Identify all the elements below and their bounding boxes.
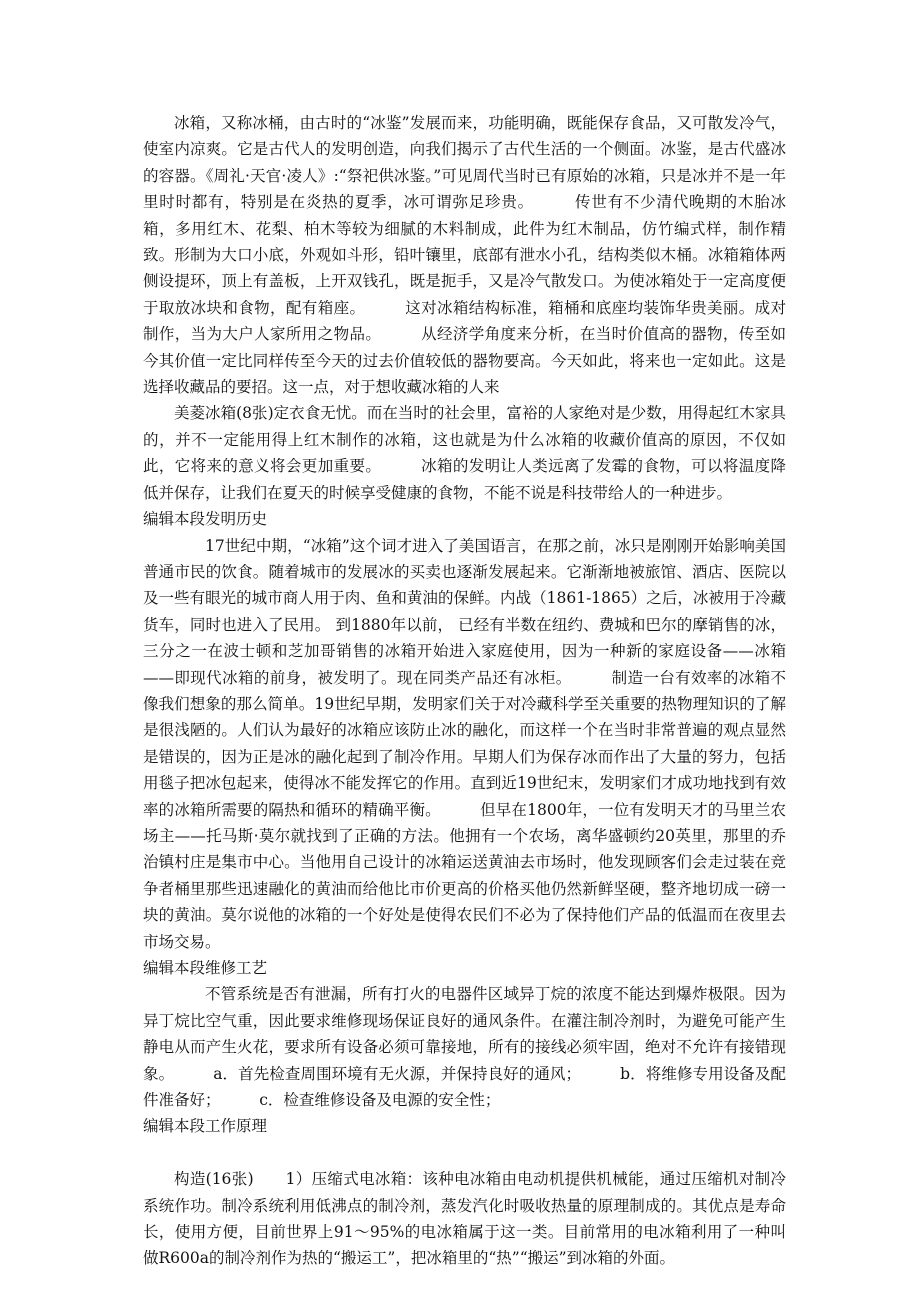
paragraph-history-intro: 冰箱，又称冰桶，由古时的“冰鉴”发展而来，功能明确，既能保存食品，又可散发冷气，使室内凉爽。它是古代人的发明创造，向我们揭示了古代生活的一个侧面。冰鉴，是古代盛冰的容器。《周礼·天官·凌人》:“祭祀供冰鉴。”可见周代当时已有原始的冰箱，只是冰并不是一年里时时都有，特别是在炎热的夏季，冰可谓弥足珍贵。 传世有不少清代晚期的木胎冰箱，多用红木、花梨、柏木等较为细腻的木料制成，此件为红木制品，仿竹编式样，制作精致。形制为大口小底，外观如斗形，铅叶镶里，底部有泄水小孔，结构类似木桶。冰箱箱体两侧设提环，顶上有盖板，上开双钱孔，既是扼手，又是冷气散发口。为使冰箱处于一定高度便于取放冰块和食物，配有箱座。 这对冰箱结构标准，箱桶和底座均装饰华贵美丽。成对制作，当为大户人家所用之物品。 从经济学角度来分析，在当时价值高的器物，传至如今其价值一定比同样传至今天的过去价值较低的器物要高。今天如此，将来也一定如此。这是选择收藏品的要招。这一点，对于想收藏冰箱的人来	[143, 114, 786, 397]
paragraph-invention-history: 17世纪中期，“冰箱”这个词才进入了美国语言，在那之前，冰只是刚刚开始影响美国普通市民的饮食。随着城市的发展冰的买卖也逐渐发展起来。它渐渐地被旅馆、酒店、医院以及一些有眼光的城市商人用于肉、鱼和黄油的保鲜。内战（1861-1865）之后，冰被用于冷藏货车，同时也进入了民用。 到1880年以前， 已经有半数在纽约、费城和巴尔的摩销售的冰， 三分之一在波士顿和芝加哥销售的冰箱开始进入家庭使用，因为一种新的家庭设备——冰箱——即现代冰箱的前身，被发明了。现在同类产品还有冰柜。 制造一台有效率的冰箱不像我们想象的那么简单。19世纪早期，发明家们关于对冷藏科学至关重要的热物理知识的了解是很浅陋的。人们认为最好的冰箱应该防止冰的融化，而这样一个在当时非常普遍的观点显然是错误的，因为正是冰的融化起到了制冷作用。早期人们为保存冰而作出了大量的努力，包括用毯子把冰包起来，使得冰不能发挥它的作用。直到近19世纪末，发明家们才成功地找到有效率的冰箱所需要的隔热和循环的精确平衡。 但早在1800年，一位有发明天才的马里兰农场主——托马斯·莫尔就找到了正确的方法。他拥有一个农场，离华盛顿约20英里，那里的乔治镇村庄是集市中心。当他用自己设计的冰箱运送黄油去市场时，他发现顾客们会走过装在竞争者桶里那些迅速融化的黄油而给他比市价更高的价格买他仍然新鲜坚硬，整齐地切成一磅一块的黄油。莫尔说他的冰箱的一个好处是使得农民们不必为了保持他们产品的低温而在夜里去市场交易。	[143, 536, 786, 951]
document-body	[143, 110, 786, 1272]
blank-line	[143, 1140, 786, 1166]
paragraph-meiling: 美菱冰箱(8张)定衣食无忧。而在当时的社会里，富裕的人家绝对是少数，用得起红木家具的，并不一定能用得上红木制作的冰箱，这也就是为什么冰箱的收藏价值高的原因，不仅如此，它将来的意义将会更加重要。 冰箱的发明让人类远离了发霉的食物，可以将温度降低并保存，让我们在夏天的时候享受健康的食物，不能不说是科技带给人的一种进步。	[143, 404, 786, 502]
paragraph-repair-process: 不管系统是否有泄漏，所有打火的电器件区域异丁烷的浓度不能达到爆炸极限。因为异丁烷比空气重，因此要求维修现场保证良好的通风条件。在灌注制冷剂时，为避免可能产生静电从而产生火花，要求所有设备必须可靠接地，所有的接线必须牢固，绝对不允许有接错现象。 a．首先检查周围环境有无火源，并保持良好的通风； b．将维修专用设备及配件准备好； c．检查维修设备及电源的安全性；	[143, 985, 786, 1110]
section-heading-working-principle: 编辑本段工作原理	[143, 1117, 268, 1136]
section-heading-repair-process: 编辑本段维修工艺	[143, 959, 268, 977]
paragraph-working-principle: 构造(16张) 1）压缩式电冰箱：该种电冰箱由电动机提供机械能，通过压缩机对制冷系统作功。制冷系统利用低沸点的制冷剂，蒸发汽化时吸收热量的原理制成的。其优点是寿命长，使用方便，目前世界上91～95%的电冰箱属于这一类。目前常用的电冰箱利用了一种叫做R600a的制冷剂作为热的“搬运工”，把冰箱里的“热”“搬运”到冰箱的外面。	[143, 1170, 786, 1268]
section-heading-invention-history: 编辑本段发明历史	[143, 510, 268, 529]
